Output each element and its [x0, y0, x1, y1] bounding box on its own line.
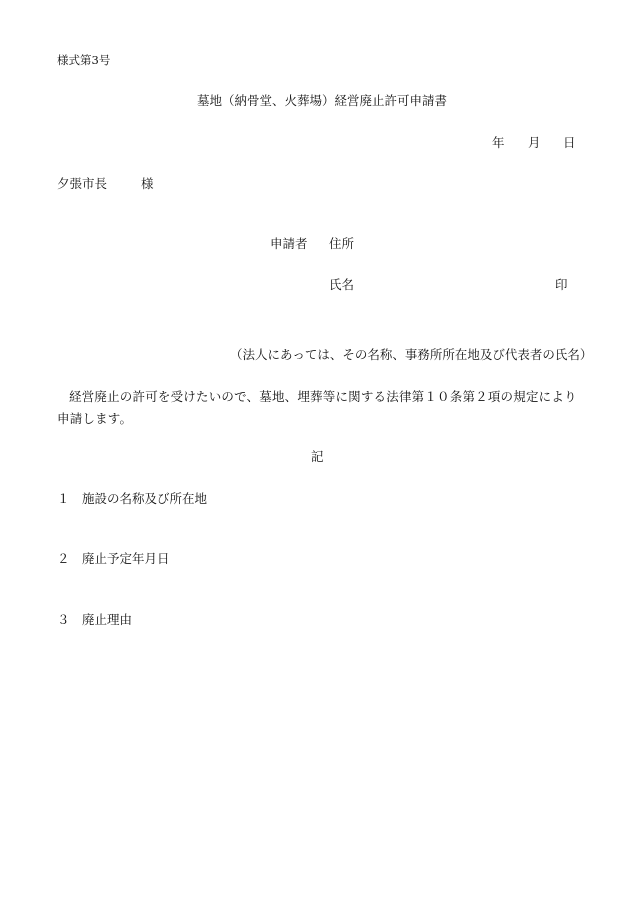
addressee-honorific: 様 — [141, 176, 154, 191]
date-month: 月 — [528, 135, 541, 150]
item-number: １ — [57, 491, 70, 506]
form-number: 様式第3号 — [57, 53, 111, 67]
applicant-label: 申請者 — [270, 236, 308, 251]
applicant-name-label: 氏名 — [329, 277, 355, 292]
item-label: 廃止予定年月日 — [82, 551, 170, 566]
seal-mark: 印 — [555, 277, 568, 292]
body-paragraph: 経営廃止の許可を受けたいので、墓地、埋葬等に関する法律第１０条第２項の規定により申請します。 — [57, 389, 577, 426]
item-label: 廃止理由 — [82, 612, 133, 627]
item-number: ２ — [57, 551, 70, 566]
corporate-note: （法人にあっては、その名称、事務所所在地及び代表者の氏名） — [230, 347, 593, 362]
document-title: 墓地（納骨堂、火葬場）経営廃止許可申請書 — [197, 93, 448, 108]
addressee-name: 夕張市長 — [57, 176, 108, 191]
applicant-address-label: 住所 — [329, 236, 355, 251]
ki-heading: 記 — [311, 449, 324, 464]
item-label: 施設の名称及び所在地 — [82, 491, 208, 506]
item-number: ３ — [57, 612, 70, 627]
date-year: 年 — [492, 135, 505, 150]
date-day: 日 — [563, 135, 576, 150]
